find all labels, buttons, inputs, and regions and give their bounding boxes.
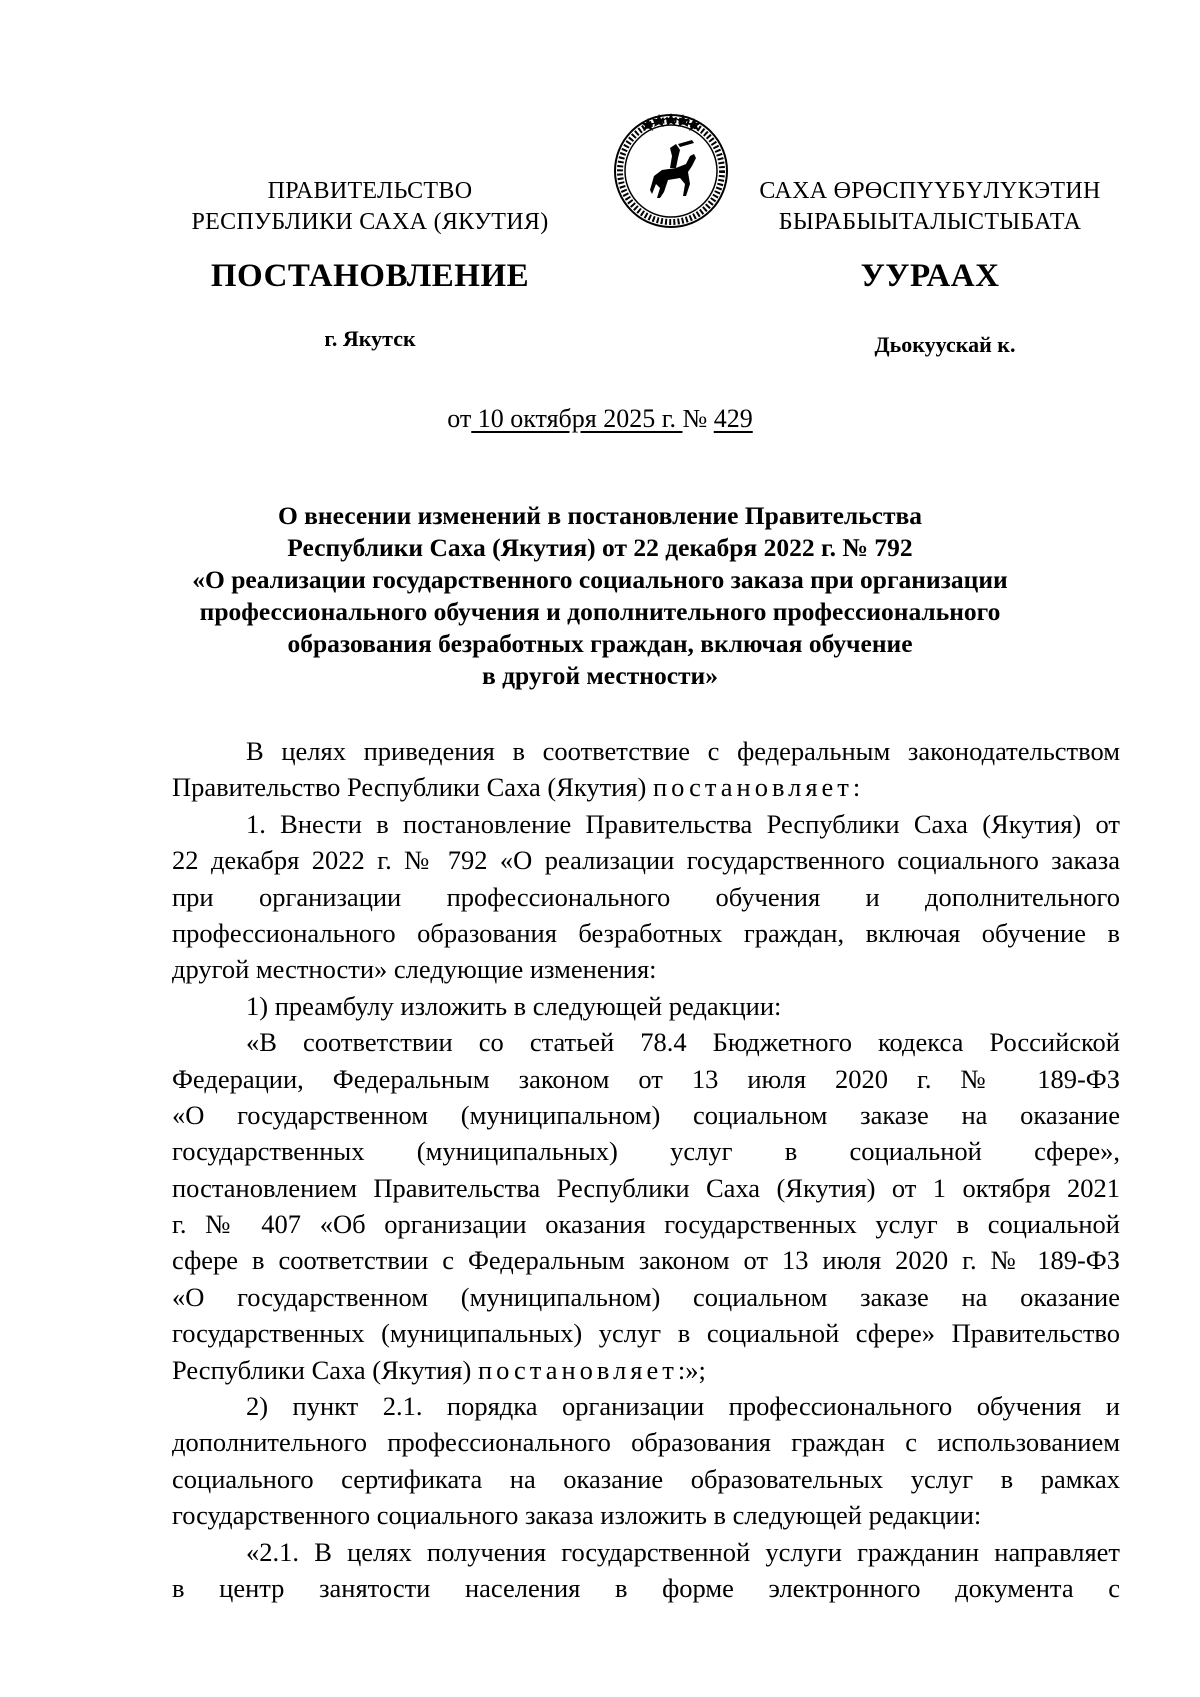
header-right-line2: БЫРАБЫЫТАЛЫСТЫБАТА: [778, 209, 1082, 235]
doc-type-right: УУРААХ: [860, 258, 1000, 294]
body-line: «2.1. В целях получения государственной услуги гражданин направляет: [246, 1536, 1120, 1567]
title-line: образования безработных граждан, включая обучение: [287, 629, 913, 658]
body-line: постановлением Правительства Республики Саха (Якутия) от 1 октября 2021: [172, 1172, 1120, 1203]
body-line: сфере в соответствии с Федеральным законом от 13 июля 2020 г. № 189-ФЗ: [172, 1245, 1120, 1276]
date-line: [0, 404, 1200, 434]
title-line: профессионального обучения и дополнительного профессионального: [199, 597, 1001, 626]
city-right: Дьокуускай к.: [874, 332, 1016, 357]
body-line: 22 декабря 2022 г. № 792 «О реализации государственного социального заказа: [172, 845, 1120, 876]
body-text: Республики Саха (Якутия): [172, 1354, 478, 1385]
number-sign: №: [682, 404, 714, 433]
coat-of-arms-emblem: [610, 110, 732, 232]
body-line: государственных (муниципальных) услуг в социальной сфере»,: [172, 1136, 1120, 1167]
header-left-line2: РЕСПУБЛИКИ САХА (ЯКУТИЯ): [191, 209, 549, 235]
body-line: «О государственном (муниципальном) социальном заказе на оказание: [172, 1281, 1120, 1312]
header-right-line1: САХА ӨРӨСПҮҮБҮЛҮКЭТИН: [759, 178, 1101, 204]
title-line: в другой местности»: [482, 661, 718, 690]
document-title: [150, 500, 1050, 692]
body-line: Федерации, Федеральным законом от 13 июля 2020 г. № 189-ФЗ: [172, 1063, 1120, 1094]
body-line: 2) пункт 2.1. порядка организации профессионального обучения и: [246, 1391, 1120, 1422]
body-line: при организации профессионального обучения и дополнительного: [172, 881, 1120, 912]
body-line: 1) преамбулу изложить в следующей редакции:: [246, 990, 782, 1021]
title-line: «О реализации государственного социального заказа при организации: [192, 565, 1008, 594]
body-line: дополнительного профессионального образования граждан с использованием: [172, 1427, 1120, 1458]
document-number: 429: [713, 404, 753, 433]
body-line: «О государственном (муниципальном) социальном заказе на оказание: [172, 1099, 1120, 1130]
date-prefix: от: [447, 404, 472, 433]
title-line: Республики Саха (Якутия) от 22 декабря 2022 г. № 792: [287, 533, 913, 562]
body-line: в центр занятости населения в форме электронного документа с: [172, 1572, 1120, 1603]
date-value: 10 октября 2025 г.: [471, 404, 683, 433]
doc-type-left: ПОСТАНОВЛЕНИЕ: [210, 258, 530, 294]
body-line: [172, 769, 1120, 805]
body-spaced-text: постановляет: [477, 1354, 678, 1385]
header-left-block: [160, 176, 580, 238]
body-line: государственного социального заказа изложить в следующей редакции:: [172, 1500, 982, 1531]
body-line: В целях приведения в соответствие с федеральным законодательством: [246, 736, 1120, 766]
body-text: Правительство Республики Саха (Якутия): [172, 772, 653, 803]
city-left: г. Якутск: [324, 326, 416, 351]
body-line: 1. Внести в постановление Правительства Республики Саха (Якутия) от: [246, 808, 1120, 839]
body-line: [172, 1352, 1120, 1388]
body-line: государственных (муниципальных) услуг в социальной сфере» Правительство: [172, 1318, 1120, 1349]
body-line: «В соответствии со статьей 78.4 Бюджетного кодекса Российской: [246, 1027, 1120, 1058]
title-line: О внесении изменений в постановление Правительства: [277, 501, 923, 530]
body-line: социального сертификата на оказание образовательных услуг в рамках: [172, 1463, 1120, 1494]
body-line: профессионального образования безработных граждан, включая обучение в: [172, 917, 1120, 948]
body-line: г. № 407 «Об организации оказания государственных услуг в социальной: [172, 1209, 1120, 1240]
body-text: :»;: [677, 1354, 706, 1385]
document-body: [172, 733, 1120, 1606]
header-right-block: [740, 176, 1120, 238]
header-left-line1: ПРАВИТЕЛЬСТВО: [267, 178, 473, 204]
body-spaced-text: постановляет:: [653, 772, 865, 803]
body-line: другой местности» следующие изменения:: [172, 954, 657, 985]
